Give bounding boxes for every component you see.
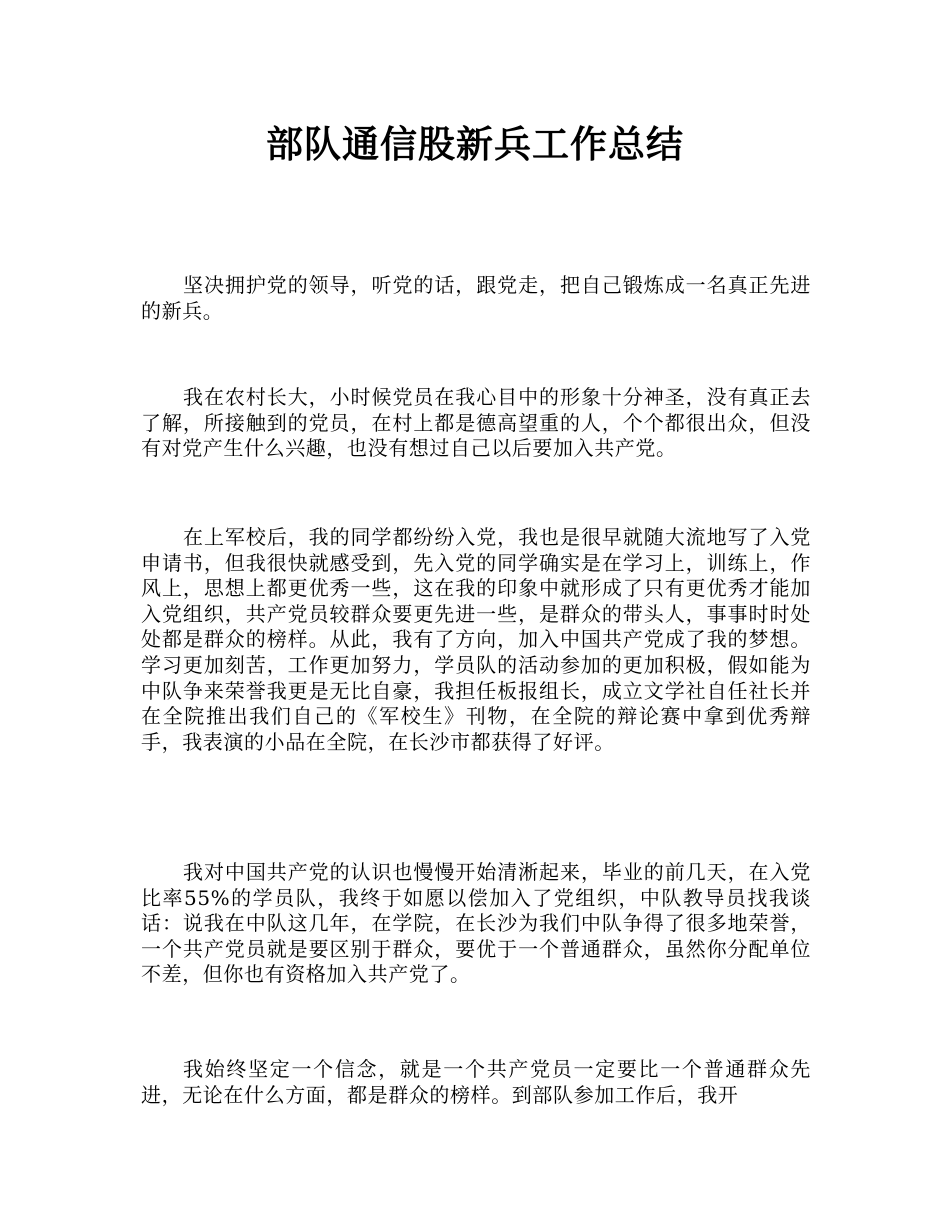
paragraph-4: 我对中国共产党的认识也慢慢开始清淅起来，毕业的前几天，在入党比率55%的学员队，我终于如愿以偿加入了党组织，中队教导员找我谈话：说我在中队这几年，在学院，在长沙为我们中队争得了很多地荣誉，一个共产党员就是要区别于群众，要优于一个普通群众，虽然你分配单位不差，但你也有资格加入共产党了。: [141, 860, 811, 987]
document-title: 部队通信股新兵工作总结: [266, 122, 684, 166]
paragraph-1: 坚决拥护党的领导，听党的话，跟党走，把自己锻炼成一名真正先进的新兵。: [141, 273, 811, 323]
paragraph-3: 在上军校后，我的同学都纷纷入党，我也是很早就随大流地写了入党申请书，但我很快就感受到，先入党的同学确实是在学习上，训练上，作风上，思想上都更优秀一些，这在我的印象中就形成了只有更优秀才能加入党组织，共产党员较群众要更先进一些，是群众的带头人，事事时时处处都是群众的榜样。从此，我有了方向，加入中国共产党成了我的梦想。学习更加刻苦，工作更加努力，学员队的活动参加的更加积极，假如能为中队争来荣誉我更是无比自豪，我担任板报组长，成立文学社自任社长并在全院推出我们自己的《军校生》刊物，在全院的辩论赛中拿到优秀辩手，我表演的小品在全院，在长沙市都获得了好评。: [141, 525, 811, 754]
paragraph-5: 我始终坚定一个信念，就是一个共产党员一定要比一个普通群众先进，无论在什么方面，都是群众的榜样。到部队参加工作后，我开: [141, 1057, 811, 1107]
paragraph-2: 我在农村长大，小时候党员在我心目中的形象十分神圣，没有真正去了解，所接触到的党员，在村上都是德高望重的人，个个都很出众，但没有对党产生什么兴趣，也没有想过自己以后要加入共产党。: [141, 385, 811, 461]
